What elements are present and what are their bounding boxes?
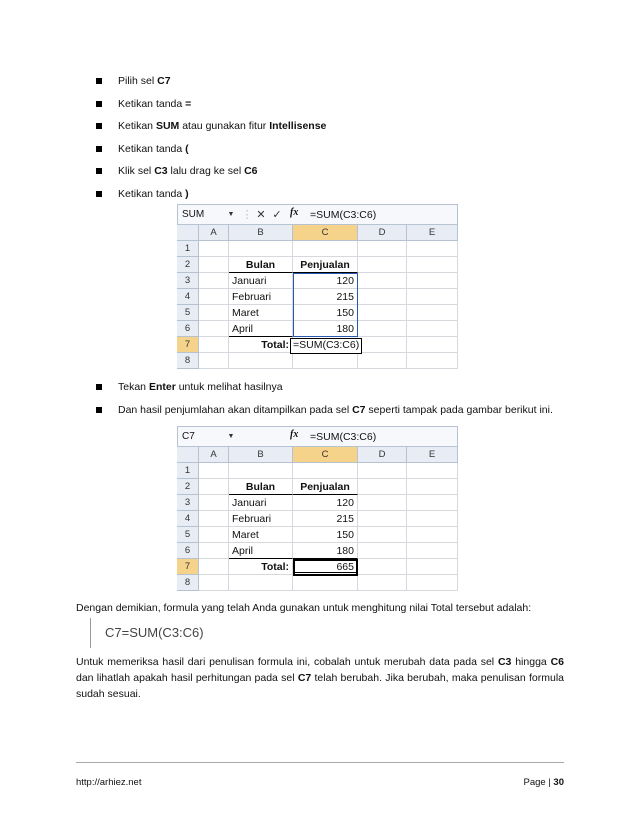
range-selection-c3-c6 (293, 273, 358, 337)
row-header[interactable]: 1 (177, 241, 199, 257)
row-header[interactable]: 7 (177, 559, 199, 575)
cell[interactable] (358, 575, 407, 591)
step-text: seperti tampak pada gambar berikut ini. (365, 403, 553, 416)
cell-value[interactable]: 215 (293, 511, 358, 527)
cell[interactable] (407, 241, 458, 257)
sheet-row (177, 479, 458, 495)
cell-total-label[interactable]: Total: (229, 337, 293, 353)
page-label: Page | (523, 777, 554, 788)
cell[interactable] (199, 257, 229, 273)
footer-url[interactable]: http://arhiez.net (76, 777, 142, 788)
cell[interactable] (358, 559, 407, 575)
cell-header-bulan[interactable]: Bulan (229, 479, 293, 495)
bullet-square-icon (96, 407, 102, 413)
cell[interactable] (358, 257, 407, 273)
step-text: Dan hasil penjumlahan akan ditampilkan pada sel (118, 403, 353, 416)
cell[interactable] (358, 305, 407, 321)
row-header[interactable]: 3 (177, 273, 199, 289)
step-bold: C3 (154, 165, 168, 177)
cell-header-bulan[interactable]: Bulan (229, 257, 293, 273)
cell[interactable] (407, 463, 458, 479)
bullet-square-icon (96, 123, 102, 129)
cell[interactable] (199, 575, 229, 591)
row-header[interactable]: 4 (177, 289, 199, 305)
column-header[interactable]: C (293, 447, 358, 463)
cell[interactable] (229, 241, 293, 257)
cell[interactable] (358, 463, 407, 479)
step-text: Pilih sel (118, 75, 158, 87)
step-bold: ) (185, 187, 189, 200)
step-bold: = (185, 97, 192, 110)
cell[interactable] (199, 463, 229, 479)
formula-display: C7=SUM(C3:C6) (90, 618, 204, 648)
cell-month[interactable]: April (229, 321, 293, 337)
active-cell-c7 (293, 559, 358, 576)
cell-value[interactable]: 180 (293, 543, 358, 559)
column-header[interactable]: C (293, 225, 358, 241)
cell[interactable] (407, 511, 458, 527)
sheet-row (177, 463, 458, 479)
page-number: 30 (553, 777, 564, 788)
cell[interactable] (199, 241, 229, 257)
cell[interactable] (407, 257, 458, 273)
cell[interactable] (358, 511, 407, 527)
column-header-row (177, 225, 458, 241)
cell[interactable] (358, 479, 407, 495)
cell[interactable] (358, 241, 407, 257)
cell-value[interactable]: 120 (293, 495, 358, 511)
sheet-row (177, 543, 458, 559)
sheet-grid (177, 447, 458, 591)
cell[interactable] (199, 479, 229, 495)
cancel-icon[interactable]: ✕ (256, 209, 266, 221)
cell[interactable] (407, 321, 458, 337)
cell[interactable] (407, 353, 458, 369)
insert-function-icon[interactable]: fx (290, 207, 299, 218)
cell-total-result[interactable]: 665 (293, 559, 358, 575)
cell-header-penjualan[interactable]: Penjualan (293, 257, 358, 273)
column-header[interactable]: D (358, 447, 407, 463)
row-header[interactable]: 5 (177, 305, 199, 321)
cell[interactable] (229, 353, 293, 369)
column-header[interactable]: D (358, 225, 407, 241)
column-header[interactable]: A (199, 447, 229, 463)
cell-value[interactable]: 150 (293, 527, 358, 543)
name-box-dropdown-icon[interactable]: ▼ (227, 211, 235, 218)
steps-list-2 (92, 376, 553, 421)
cell[interactable] (407, 543, 458, 559)
cell-value[interactable]: 215 (293, 289, 358, 305)
formula-input[interactable]: =SUM(C3:C6) (310, 209, 377, 221)
cell[interactable] (358, 353, 407, 369)
sheet-row (177, 495, 458, 511)
cell[interactable] (199, 511, 229, 527)
footer-divider (76, 762, 564, 763)
paragraph-text: Untuk memeriksa hasil dari penulisan formula ini, cobalah untuk merubah data pada sel (76, 656, 498, 668)
bullet-square-icon (96, 384, 102, 390)
cell[interactable] (358, 337, 407, 353)
formula-bar (177, 204, 458, 225)
column-header[interactable]: E (407, 225, 458, 241)
paragraph-bold: C7 (297, 672, 312, 684)
cell[interactable] (199, 559, 229, 575)
cell[interactable] (199, 289, 229, 305)
paragraph-text: telah berubah. Jika berubah, maka penulisan formula sudah sesuai. (76, 672, 564, 700)
row-header[interactable]: 3 (177, 495, 199, 511)
cell[interactable] (358, 321, 407, 337)
row-header[interactable]: 2 (177, 257, 199, 273)
step-bold: SUM (155, 120, 180, 132)
select-all-corner[interactable] (177, 225, 199, 241)
row-header[interactable]: 7 (177, 337, 199, 353)
cell-month[interactable]: Maret (229, 527, 293, 543)
cell-header-penjualan[interactable]: Penjualan (293, 479, 358, 495)
cell[interactable] (358, 495, 407, 511)
paragraph-text: dan lihatlah apakah hasil perhitungan pada sel (76, 672, 298, 684)
cell-month[interactable]: April (229, 543, 293, 559)
cell[interactable] (199, 353, 229, 369)
row-header[interactable]: 2 (177, 479, 199, 495)
cell[interactable] (199, 337, 229, 353)
bullet-square-icon (96, 101, 102, 107)
formula-bar (177, 426, 458, 447)
insert-function-icon[interactable]: fx (290, 429, 299, 440)
cell-total-label[interactable]: Total: (229, 559, 293, 575)
column-header-row (177, 447, 458, 463)
cell[interactable] (199, 305, 229, 321)
step-item (92, 70, 326, 93)
cell[interactable] (407, 305, 458, 321)
cell[interactable] (407, 479, 458, 495)
row-header[interactable]: 4 (177, 511, 199, 527)
cell[interactable] (358, 289, 407, 305)
bullet-square-icon (96, 146, 102, 152)
step-bold: C7 (352, 403, 366, 416)
cell[interactable] (407, 289, 458, 305)
enter-check-icon[interactable]: ✓ (272, 209, 282, 221)
step-item (92, 376, 553, 399)
column-header[interactable]: B (229, 225, 293, 241)
step-item (92, 183, 326, 206)
cell-month[interactable]: Maret (229, 305, 293, 321)
cell[interactable] (199, 273, 229, 289)
cell[interactable] (407, 273, 458, 289)
step-text: Klik sel (118, 165, 155, 177)
cell-value[interactable]: 180 (293, 321, 358, 337)
step-bold: Enter (148, 381, 176, 393)
bullet-square-icon (96, 78, 102, 84)
column-header[interactable]: B (229, 447, 293, 463)
cell-month[interactable]: Januari (229, 273, 293, 289)
row-header[interactable]: 6 (177, 543, 199, 559)
name-box[interactable]: C7 (182, 431, 195, 442)
row-header[interactable]: 5 (177, 527, 199, 543)
cell[interactable] (293, 463, 358, 479)
step-bold: Intellisense (269, 120, 327, 132)
cell-month[interactable]: Januari (229, 495, 293, 511)
row-header[interactable]: 8 (177, 353, 199, 369)
cell[interactable] (199, 495, 229, 511)
sheet-row (177, 575, 458, 591)
intro-formula-text: Dengan demikian, formula yang telah Anda gunakan untuk menghitung nilai Total tersebut adalah: (76, 602, 532, 614)
sheet-row (177, 511, 458, 527)
step-item (92, 115, 326, 138)
footer-page-number (523, 777, 564, 788)
cell[interactable] (358, 543, 407, 559)
step-item (92, 93, 326, 116)
excel-screenshot-editing (177, 204, 458, 369)
step-text: Tekan (118, 381, 149, 393)
paragraph-bold: C6 (550, 656, 565, 668)
name-box[interactable]: SUM (182, 209, 205, 220)
cell[interactable] (293, 241, 358, 257)
bullet-square-icon (96, 191, 102, 197)
cell-value[interactable]: 120 (293, 273, 358, 289)
cell[interactable] (229, 463, 293, 479)
paragraph-text: hingga (511, 656, 551, 668)
cell[interactable] (407, 337, 458, 353)
row-header[interactable]: 1 (177, 463, 199, 479)
paragraph-bold: C3 (497, 656, 512, 668)
steps-list-1 (92, 70, 326, 205)
step-bold: C6 (244, 165, 258, 177)
cell[interactable] (199, 321, 229, 337)
cell[interactable] (407, 559, 458, 575)
cell[interactable] (293, 353, 358, 369)
cell[interactable] (199, 527, 229, 543)
sheet-row (177, 241, 458, 257)
step-text: lalu drag ke sel (167, 165, 245, 177)
step-bold: ( (185, 142, 189, 155)
cell-value[interactable]: 150 (293, 305, 358, 321)
step-text: Ketikan tanda (118, 142, 186, 155)
cell[interactable] (358, 273, 407, 289)
cell[interactable] (358, 527, 407, 543)
cell[interactable] (407, 527, 458, 543)
step-text: Ketikan (118, 120, 156, 132)
step-text: untuk melihat hasilnya (175, 381, 283, 393)
check-paragraph (76, 654, 564, 702)
step-item (92, 138, 326, 161)
select-all-corner[interactable] (177, 447, 199, 463)
cell-month[interactable]: Februari (229, 289, 293, 305)
step-bold: C7 (157, 75, 171, 87)
separator-dot-icon: ⋮ (241, 209, 253, 221)
name-box-dropdown-icon[interactable]: ▼ (227, 433, 235, 440)
row-header[interactable]: 8 (177, 575, 199, 591)
excel-screenshot-result (177, 426, 458, 591)
formula-input[interactable]: =SUM(C3:C6) (310, 431, 377, 443)
cell[interactable] (199, 543, 229, 559)
row-header[interactable]: 6 (177, 321, 199, 337)
cell[interactable] (407, 575, 458, 591)
step-item (92, 160, 326, 183)
cell[interactable] (229, 575, 293, 591)
bullet-square-icon (96, 168, 102, 174)
column-header[interactable]: A (199, 225, 229, 241)
sheet-row (177, 527, 458, 543)
sheet-row (177, 353, 458, 369)
sheet-grid (177, 225, 458, 369)
in-cell-edit[interactable]: =SUM(C3:C6) (290, 338, 362, 354)
step-text: Ketikan tanda (118, 187, 186, 200)
cell-month[interactable]: Februari (229, 511, 293, 527)
step-item (92, 399, 553, 422)
step-text: Ketikan tanda (118, 97, 186, 110)
sheet-row (177, 257, 458, 273)
column-header[interactable]: E (407, 447, 458, 463)
cell[interactable] (293, 575, 358, 591)
step-text: atau gunakan fitur (179, 120, 270, 132)
cell[interactable] (407, 495, 458, 511)
